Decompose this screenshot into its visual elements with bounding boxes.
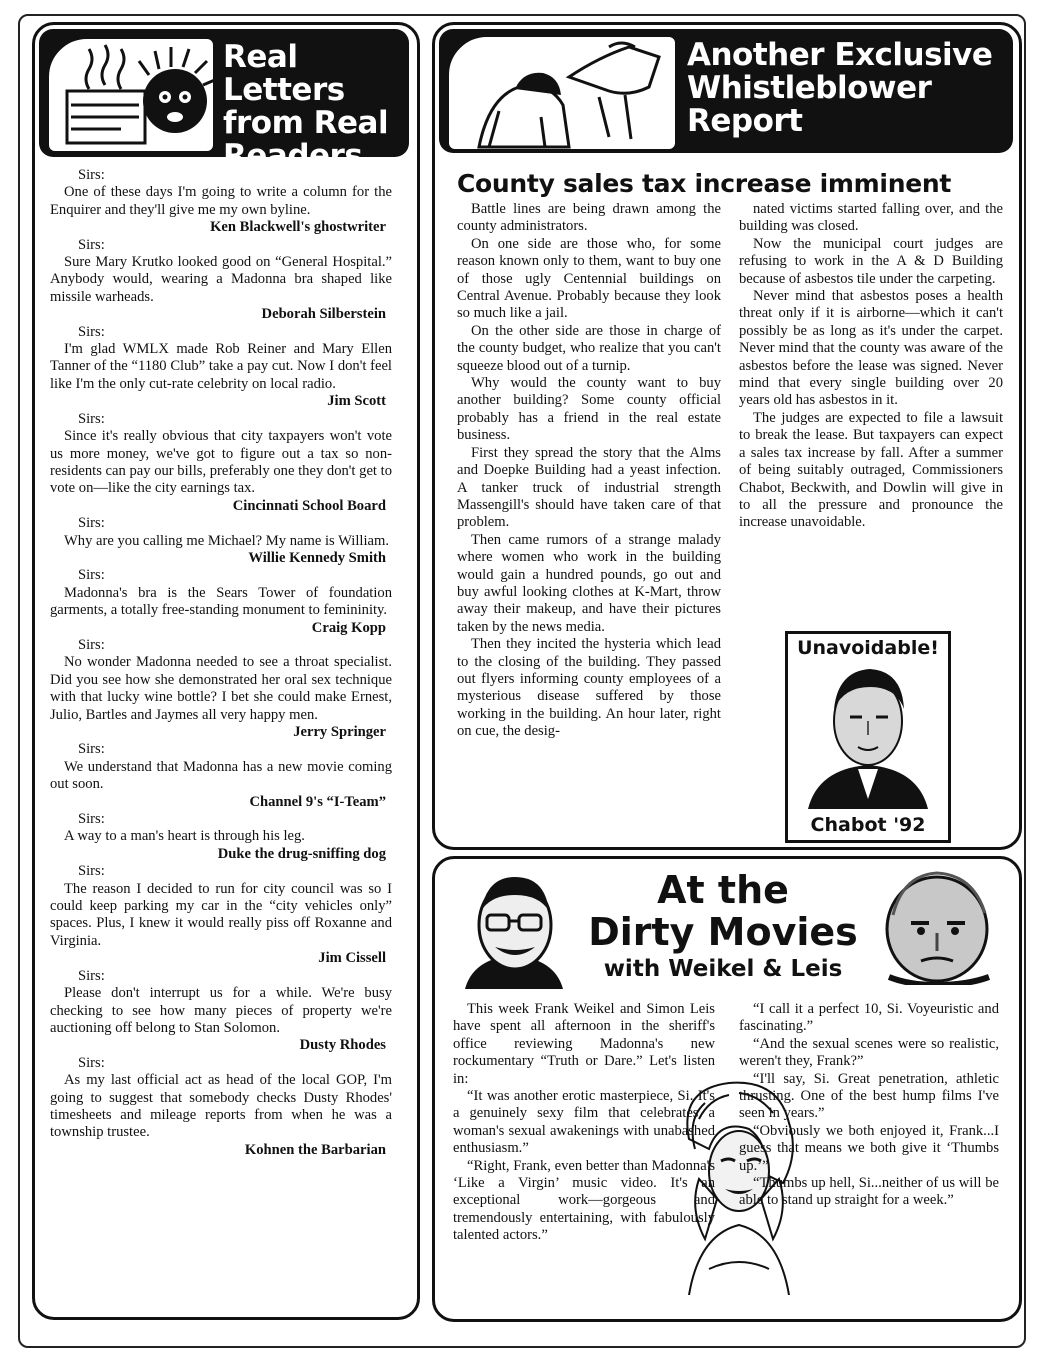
letter-body: I'm glad WMLX made Rob Reiner and Mary Ellen Tanner of the “1180 Club” take a pay cut. Now I don't feel like I'm the only cut-rate celebrity on local radio.	[50, 341, 392, 392]
letter-salutation: Sirs:	[78, 811, 105, 828]
article-paragraph: First they spread the story that the Alms and Doepke Building had a yeast infection. A tanker truck of industrial strength Massengill's should have taken care of that problem.	[457, 444, 721, 531]
movies-title	[573, 869, 873, 983]
article-headline: County sales tax increase imminent	[457, 169, 951, 198]
movies-paragraph: “Thumbs up hell, Si...neither of us will be able to stand up straight for a week.”	[739, 1175, 999, 1209]
letter-body: Please don't interrupt us for a while. We're busy checking to see how many pieces of property we're auctioning off belong to Stan Solomon.	[50, 985, 392, 1036]
movies-paragraph: This week Frank Weikel and Simon Leis have spent all afternoon in the sheriff's office reviewing Madonna's new rockumentary “Truth or Dare.” Let's listen in:	[453, 1001, 715, 1087]
letter-signature: Jim Cissell	[318, 950, 386, 967]
movies-paragraph: “I'll say, Si. Great penetration, athletic thrusting. One of the best hump films I've seen in years.”	[739, 1070, 999, 1122]
movies-subtitle: with Weikel & Leis	[603, 956, 843, 982]
movies-panel	[432, 856, 1022, 1322]
article-paragraph: Never mind that asbestos poses a health threat only if it is airborne—which it can't possibly be as long as it's under the carpet. Never mind that the county was aware of the asbestos before the lease was signed. Never mind that every single building over 20 years old has asbestos in it.	[739, 288, 1003, 409]
article-paragraph: Then came rumors of a strange malady where women who work in the building would gain a hundred pounds, go out and buy awful looking clothes at K-Mart, throw away their makeup, and have their pictures taken by the news media.	[457, 531, 721, 635]
letter-salutation: Sirs:	[78, 863, 105, 880]
whistleblower-title-line: Whistleblower	[687, 70, 932, 106]
movies-title-line: At the	[657, 868, 789, 912]
article-paragraph: On one side are those who, for some reason known only to them, want to buy one of those ugly Centennial buildings on Central Avenue. Probably because they look so much like a jail.	[457, 235, 721, 322]
letter-body: No wonder Madonna needed to see a throat specialist. Did you see how she demonstrated her oral sex technique with that lucky wine bottle? I bet she could make Ernest, Julio, Bartles and Jaymes all very happy men.	[50, 654, 392, 723]
letters-cartoon	[47, 37, 215, 153]
photo-caption: Chabot '92	[810, 814, 926, 836]
letters-title-line: Readers	[223, 138, 363, 174]
letters-title-line: from Real	[223, 105, 389, 141]
movies-title-line: Dirty Movies	[588, 910, 858, 954]
movies-paragraph: “And the sexual scenes were so realistic, weren't they, Frank?”	[739, 1035, 999, 1070]
letter-signature: Channel 9's “I-Team”	[249, 793, 386, 810]
movies-paragraph: “I call it a perfect 10, Si. Voyeuristic and fascinating.”	[739, 1001, 999, 1035]
letter-signature: Willie Kennedy Smith	[248, 549, 386, 566]
letters-panel	[32, 22, 420, 1320]
letter-body: Since it's really obvious that city taxpayers won't vote us more money, we've got to figure out a tax so non-residents can pay our bills, preferably one they don't get to vote on—like the city earnings tax.	[50, 428, 392, 497]
letter-salutation: Sirs:	[78, 167, 105, 183]
letter-signature: Kohnen the Barbarian	[244, 1141, 386, 1158]
article-paragraph: On the other side are those in charge of the county budget, who realize that you can't squeeze blood out of a turnip.	[457, 322, 721, 374]
article-paragraph: Why would the county want to buy another building? Some county official probably has a friend in the real estate business.	[457, 375, 721, 444]
article-paragraph: Now the municipal court judges are refusing to work in the A & D Building because of asbestos tile under the carpeting.	[739, 235, 1003, 287]
letter-signature: Craig Kopp	[311, 619, 386, 636]
letter-body: We understand that Madonna has a new movie coming out soon.	[50, 758, 392, 793]
leis-portrait	[879, 867, 997, 985]
article-column-2	[739, 201, 1003, 532]
letter-signature: Cincinnati School Board	[232, 497, 386, 514]
letter-body: The reason I decided to run for city council was so I could keep parking my car in the “city vehicles only” spaces. Plus, I knew it would really piss off Roxanne and Virginia.	[50, 880, 392, 949]
letter-body: A way to a man's heart is through his leg.	[64, 828, 305, 845]
letters-column	[50, 167, 392, 1159]
movies-paragraph: “Obviously we both enjoyed it, Frank...I guess that means we both give it ‘Thumbs up.’”	[739, 1122, 999, 1174]
letter-signature: Jerry Springer	[293, 724, 386, 740]
movies-paragraph: “It was another erotic masterpiece, Si. It's a genuinely sexy film that celebrates a woman's sexual awakenings with unabashed enthusiasm.”	[453, 1088, 715, 1157]
chabot-photo-box	[785, 631, 951, 843]
movies-column-2	[739, 1001, 999, 1210]
article-column-1	[457, 201, 721, 741]
movies-paragraph: “Right, Frank, even better than Madonna's ‘Like a Virgin’ music video. It's an exceptional work—gorgeous and tremendously entertaining, with fabulously talented actors.”	[453, 1157, 715, 1244]
chabot-portrait	[788, 659, 948, 809]
photo-top-label: Unavoidable!	[797, 637, 939, 659]
article-paragraph: The judges are expected to file a lawsuit to break the lease. But taxpayers can expect a sales tax increase by fall. After a summer of being suitably outraged, Commissioners Chabot, Beckwith, and Dowlin will give in to all the pressure and pronounce the increase unavoidable.	[739, 409, 1003, 531]
letter-salutation: Sirs:	[78, 1054, 105, 1071]
letter-salutation: Sirs:	[78, 236, 105, 253]
letter-signature: Duke the drug-sniffing dog	[217, 845, 386, 862]
letter-signature: Deborah Silberstein	[261, 306, 386, 323]
letter-salutation: Sirs:	[78, 636, 105, 653]
letter-signature: Dusty Rhodes	[299, 1037, 386, 1054]
movies-column-1	[453, 1001, 715, 1245]
letter-salutation: Sirs:	[78, 323, 105, 340]
letter-signature: Jim Scott	[327, 393, 386, 410]
whistleblower-cartoon	[447, 35, 677, 151]
letter-salutation: Sirs:	[78, 567, 105, 584]
letter-salutation: Sirs:	[78, 515, 105, 532]
whistleblower-title-line: Another Exclusive	[687, 37, 993, 73]
article-paragraph: nated victims started falling over, and the building was closed.	[739, 201, 1003, 235]
letter-salutation: Sirs:	[78, 410, 105, 427]
letters-header	[39, 29, 409, 174]
whistleblower-header	[439, 29, 1013, 153]
letter-body: One of these days I'm going to write a column for the Enquirer and they'll give me my own byline.	[50, 184, 392, 218]
burning-letter-cartoon-icon	[49, 39, 213, 151]
weikel-portrait	[459, 871, 569, 989]
letter-body: Madonna's bra is the Sears Tower of foundation garments, a totally free-standing monument to femininity.	[50, 584, 392, 619]
letter-signature: Ken Blackwell's ghostwriter	[210, 219, 386, 236]
peeping-man-cartoon-icon	[449, 37, 675, 149]
article-paragraph: Then they incited the hysteria which lead to the closing of the building. They passed out flyers informing county employees of a mysterious disease suffered by those working in the building. An hour later, right on cue, the desig-	[457, 636, 721, 740]
letter-salutation: Sirs:	[78, 741, 105, 758]
letter-salutation: Sirs:	[78, 967, 105, 984]
article-paragraph: Battle lines are being drawn among the county administrators.	[457, 201, 721, 235]
letter-body: Sure Mary Krutko looked good on “General Hospital.” Anybody would, wearing a Madonna bra shaped like missile warheads.	[50, 254, 392, 305]
whistleblower-title-line: Report	[687, 103, 803, 139]
letter-body: Why are you calling me Michael? My name is William.	[64, 532, 389, 549]
letter-body: As my last official act as head of the local GOP, I'm going to suggest that somebody checks Dusty Rhodes' timesheets and mileage reports from when he was a township trustee.	[50, 1072, 392, 1141]
letters-title-line: Real Letters	[223, 39, 345, 108]
whistleblower-panel	[432, 22, 1022, 850]
